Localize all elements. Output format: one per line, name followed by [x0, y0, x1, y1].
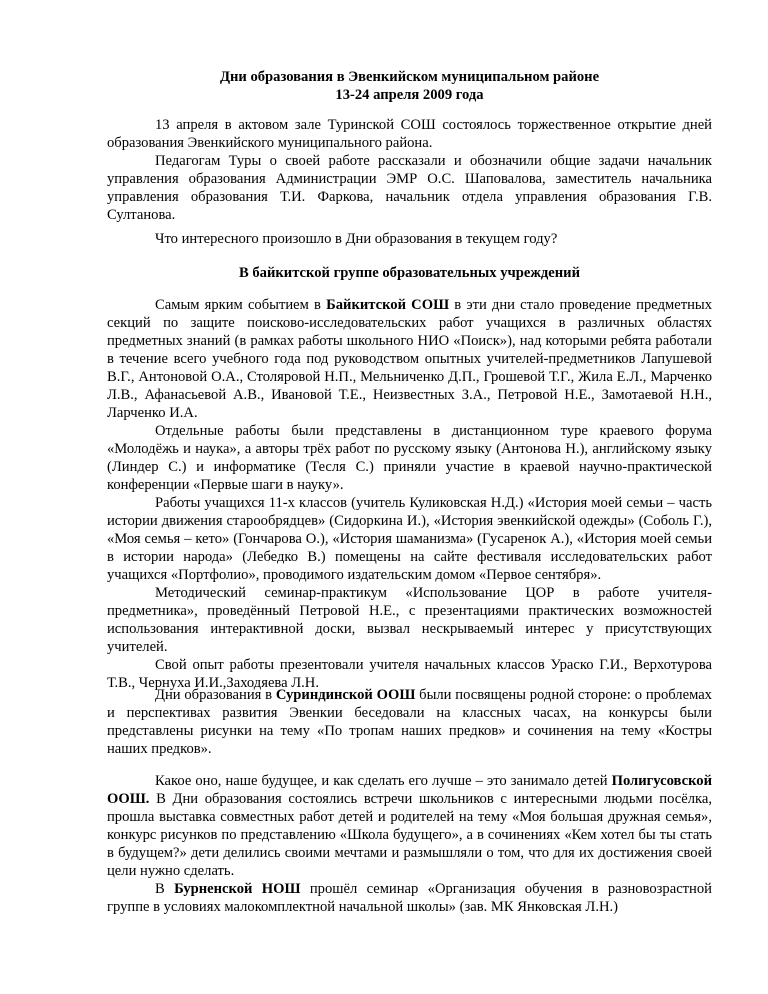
poligus-text: Какое оно, наше будущее, и как сделать его лучше – это занимало детей	[155, 773, 612, 789]
section-heading-block	[107, 264, 712, 282]
baikit-section	[107, 296, 712, 692]
intro-paragraph-2: Педагогам Туры о своей работе рассказали и обозначили общие задачи начальник управления образования Администрации ЭМР О.С. Шаповалова, заместитель начальника управления образования Т.И. Фаркова, начальник отдела управления образования Г.В. Султанова.	[107, 153, 712, 223]
surinda-school-name: Суриндинской ООШ	[275, 687, 416, 703]
surinda-rest: были посвящены родной стороне: о проблемах и перспективах развития Эвенкии беседовали на классных часах, на конкурсы были представлены рисунки на тему «По тропам наших предков» и сочинения на тему «Костры наших предков».	[107, 687, 712, 757]
baikit-paragraph-2: Отдельные работы были представлены в дистанционном туре краевого форума «Молодёжь и наука», а авторы трёх работ по русскому языку (Антонова Н.), английскому языку (Линдер С.) и информатике (Тесля С.) приняли участие в краевой научно-практической конференции «Первые шаги в науку».	[107, 423, 712, 493]
poligus-rest: В Дни образования состоялись встречи школьников с интересными людьми посёлка, прошла выставка совместных работ детей и родителей на тему «Моя большая дружная семья», конкурс рисунков по представлению «Школа будущего», а в сочинениях «Кем хотел бы ты стать в будущем?» дети делились своими мечтами и размышляли о том, что для их достижения своей цели нужно сделать.	[107, 791, 712, 879]
baikit-paragraph-3: Работы учащихся 11-х классов (учитель Куликовская Н.Д.) «История моей семьи – часть истории движения старообрядцев» (Сидоркина И.), «История эвенкийской одежды» (Соболь Г.), «Моя семья – кето» (Гончарова О.), «История шаманизма» (Гусаренок А.), «История моей семьи в истории народа» (Лебедко В.) помещены на сайте фестиваля исследовательских работ учащихся «Портфолио», проводимого издательским домом «Первое сентября».	[107, 495, 712, 583]
surinda-paragraph	[107, 686, 712, 758]
document-dates: 13-24 апреля 2009 года	[335, 87, 484, 103]
baikit-paragraph-5: Свой опыт работы презентовали учителя начальных классов Ураско Г.И., Верхотурова Т.В., Чернуха И.И.,Заходяева Л.Н.	[107, 657, 712, 691]
burnaya-rest: прошёл семинар «Организация обучения в разновозрастной группе в условиях малокомплектной начальной школы» (зав. МК Янковская Л.Н.)	[107, 881, 712, 915]
surinda-section	[107, 686, 712, 758]
baikit-paragraph-1	[107, 296, 712, 422]
baikit-p1-rest: в эти дни стало проведение предметных секций по защите поисково-исследовательских работ учащихся в различных областях предметных знаний (в рамках работы школьного НИО «Поиск»), над которыми ребята работали в течение всего учебного года под руководством опытных учителей-предметников Лапушевой В.Г., Антоновой О.А., Столяровой Н.П., Мельниченко Д.П., Грошевой Т.Г., Жила Е.Л., Марченко Л.В., Афанасьевой А.В., Ивановой Т.Е., Неизвестных З.А., Петровой Н.Е., Замотаевой Н.Н., Ларченко И.А.	[107, 297, 712, 421]
baikit-paragraph-4: Методический семинар-практикум «Использование ЦОР в работе учителя-предметника», проведённый Петровой Н.Е., с презентациями практических возможностей использования интерактивной доски, вызвал нескрываемый интерес у присутствующих учителей.	[107, 585, 712, 655]
intro-question: Что интересного произошло в Дни образования в текущем году?	[155, 231, 558, 247]
document-title-block	[107, 68, 712, 104]
poligus-paragraph	[107, 772, 712, 880]
intro-paragraph-1: 13 апреля в актовом зале Туринской СОШ состоялось торжественное открытие дней образования Эвенкийского муниципального района.	[107, 117, 712, 151]
poligus-school-name: Полигусовской ООШ.	[107, 773, 712, 807]
document-title: Дни образования в Эвенкийском муниципальном районе	[219, 69, 600, 85]
poligus-section	[107, 772, 712, 880]
burnaya-text: В	[155, 881, 175, 897]
burnaya-section	[107, 880, 712, 916]
section-heading: В байкитской группе образовательных учреждений	[239, 265, 580, 281]
baikit-p1-text: Самым ярким событием в	[155, 297, 327, 313]
intro-block	[107, 116, 712, 224]
baikit-school-name: Байкитской СОШ	[326, 297, 450, 313]
surinda-text: Дни образования в	[155, 687, 276, 703]
burnaya-school-name: Бурненской НОШ	[174, 881, 301, 897]
burnaya-paragraph	[107, 880, 712, 916]
intro-question-block	[107, 230, 712, 248]
